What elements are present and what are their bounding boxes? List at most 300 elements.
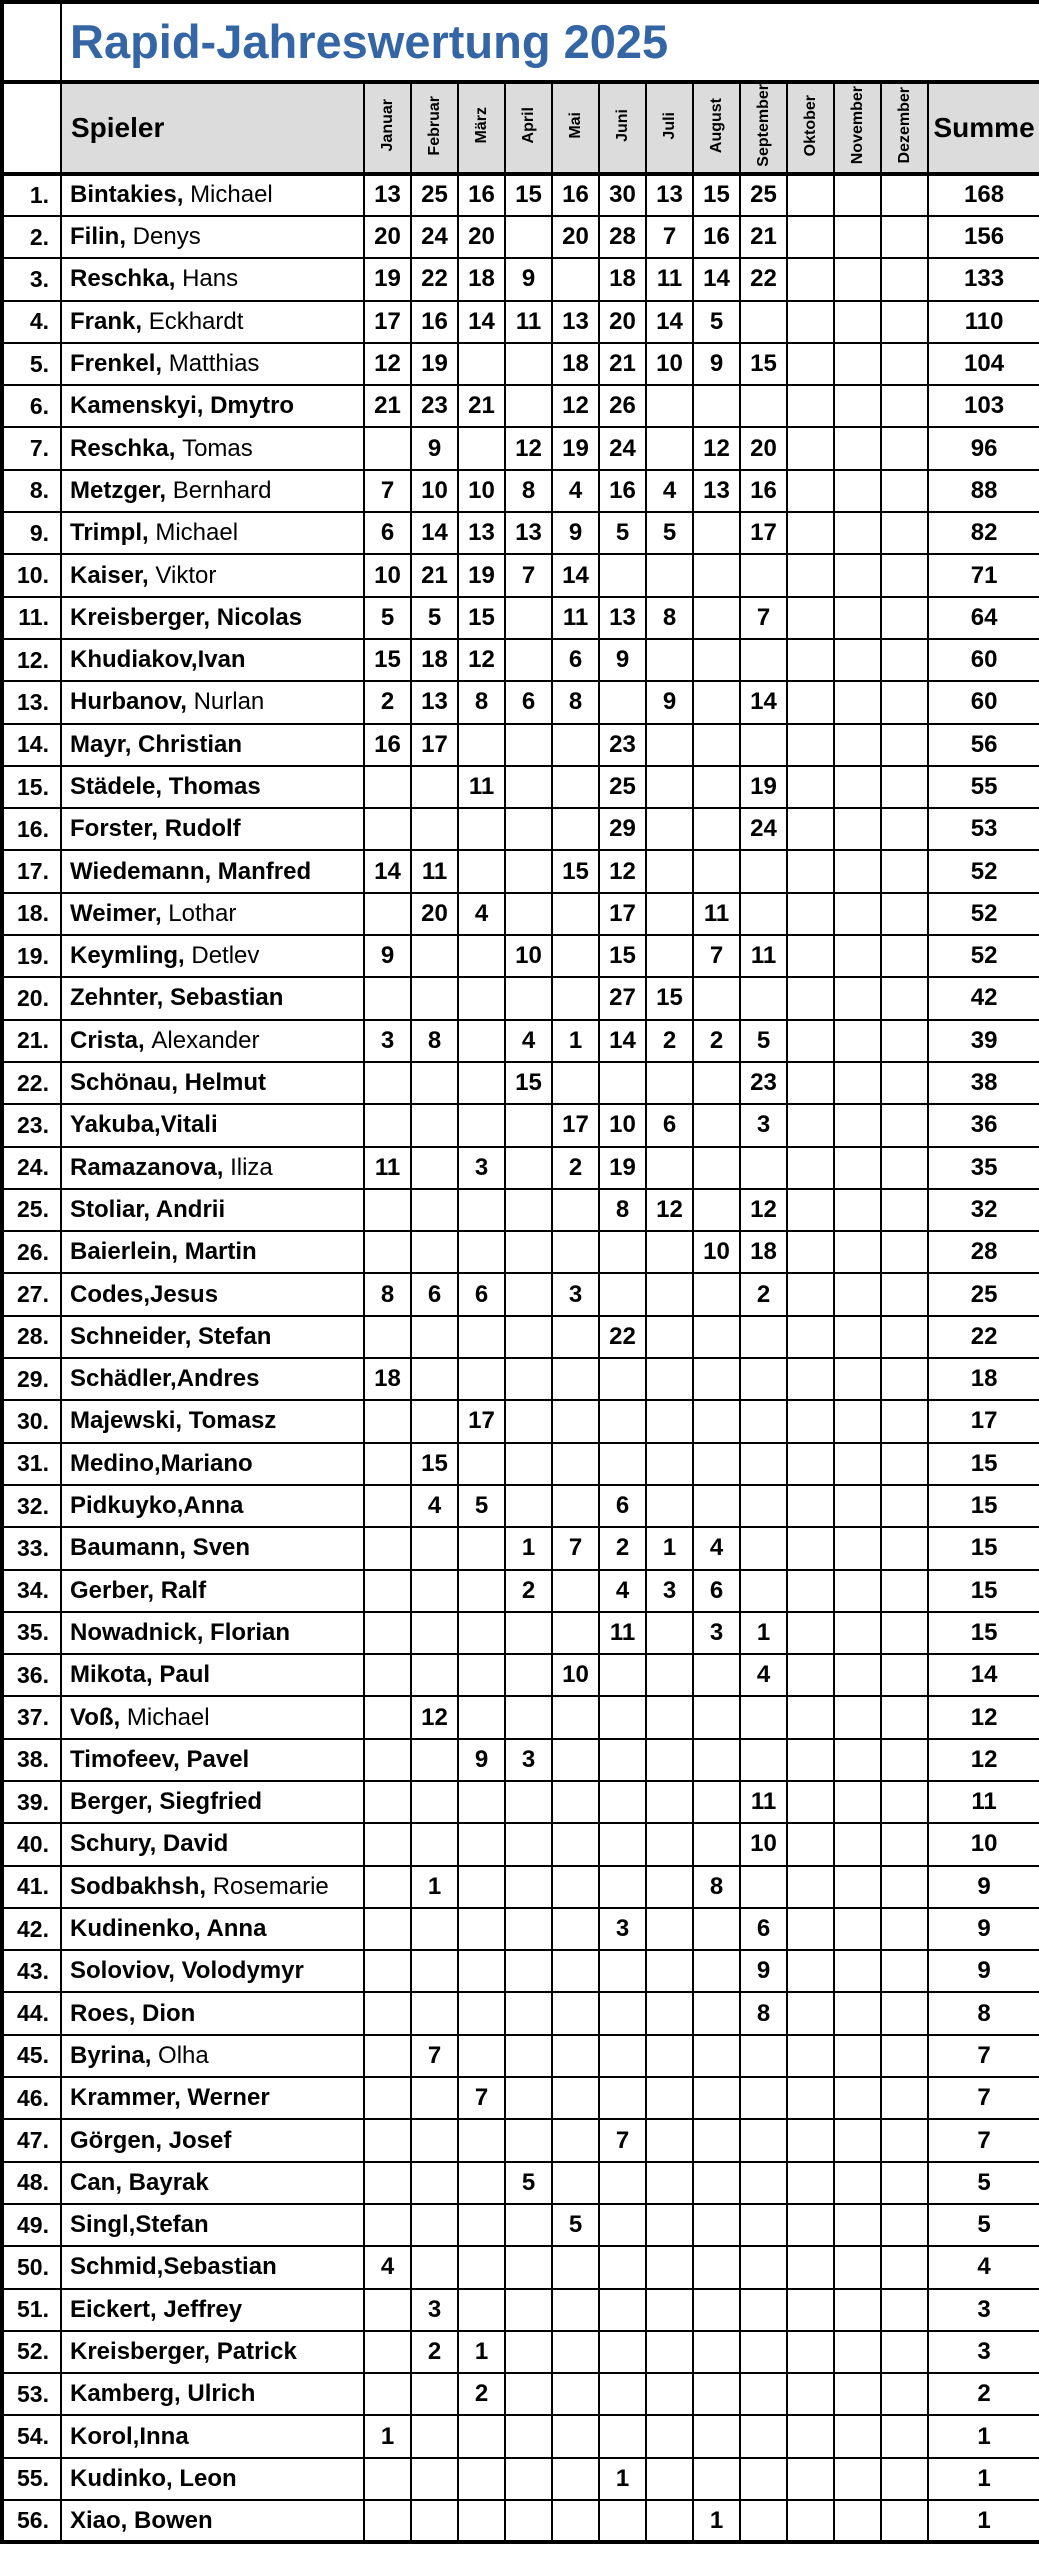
month-score-cell (693, 681, 740, 723)
month-score-cell: 2 (552, 1147, 599, 1189)
month-score-cell (787, 1400, 834, 1442)
month-score-cell (740, 2162, 787, 2204)
month-score-cell (834, 1908, 881, 1950)
sum-cell: 55 (928, 766, 1039, 808)
month-score-cell (458, 1866, 505, 1908)
month-score-cell (834, 2162, 881, 2204)
month-score-cell: 7 (599, 2119, 646, 2161)
month-score-cell (505, 1823, 552, 1865)
player-last-name: Berger, Siegfried (70, 1788, 263, 1816)
month-score-cell (646, 808, 693, 850)
month-score-cell (458, 1020, 505, 1062)
month-score-cell: 13 (364, 174, 411, 216)
month-score-cell (505, 1485, 552, 1527)
month-score-cell: 3 (552, 1273, 599, 1315)
month-score-cell (411, 1739, 458, 1781)
table-row (2, 1147, 1039, 1189)
rank-cell: 39. (2, 1781, 61, 1823)
month-score-cell (505, 1316, 552, 1358)
month-header-cell (787, 82, 834, 174)
month-score-cell (552, 2458, 599, 2500)
month-score-cell: 11 (693, 893, 740, 935)
month-score-cell (364, 2373, 411, 2415)
month-score-cell (505, 2373, 552, 2415)
month-score-cell (505, 1189, 552, 1231)
player-name-cell (61, 2415, 364, 2457)
sum-cell: 1 (928, 2415, 1039, 2457)
sum-cell: 104 (928, 343, 1039, 385)
month-score-cell (834, 1950, 881, 1992)
month-score-cell (646, 2458, 693, 2500)
month-score-cell: 18 (411, 639, 458, 681)
month-header-cell (599, 82, 646, 174)
month-score-cell: 17 (364, 301, 411, 343)
player-name-cell (61, 1273, 364, 1315)
player-name-cell (61, 1950, 364, 1992)
month-score-cell: 20 (458, 216, 505, 258)
rank-cell: 4. (2, 301, 61, 343)
month-score-cell (505, 2289, 552, 2331)
rank-cell: 7. (2, 427, 61, 469)
month-score-cell: 13 (599, 597, 646, 639)
month-score-cell: 19 (458, 554, 505, 596)
rank-cell: 25. (2, 1189, 61, 1231)
rank-cell: 34. (2, 1570, 61, 1612)
month-score-cell (834, 1147, 881, 1189)
month-score-cell (787, 2500, 834, 2542)
month-score-cell: 18 (740, 1231, 787, 1273)
month-score-cell (787, 1358, 834, 1400)
month-score-cell (881, 1104, 928, 1146)
month-score-cell (552, 2415, 599, 2457)
ranking-rows (2, 174, 1039, 2543)
month-score-cell (693, 1358, 740, 1400)
sum-cell: 156 (928, 216, 1039, 258)
month-score-cell (646, 2246, 693, 2288)
month-score-cell (646, 1696, 693, 1738)
month-score-cell (693, 1104, 740, 1146)
month-score-cell (834, 1485, 881, 1527)
month-score-cell (834, 174, 881, 216)
month-score-cell: 8 (740, 1992, 787, 2034)
month-score-cell: 5 (411, 597, 458, 639)
month-score-cell (881, 1443, 928, 1485)
month-score-cell (740, 724, 787, 766)
month-score-cell (834, 1400, 881, 1442)
rank-cell: 53. (2, 2373, 61, 2415)
month-score-cell: 8 (693, 1866, 740, 1908)
month-score-cell (552, 2331, 599, 2373)
table-row (2, 1358, 1039, 1400)
month-score-cell (740, 2331, 787, 2373)
rank-cell: 35. (2, 1612, 61, 1654)
player-last-name: Khudiakov,Ivan (70, 646, 246, 674)
month-score-cell (552, 2077, 599, 2119)
month-score-cell (646, 850, 693, 892)
month-score-cell (505, 1231, 552, 1273)
month-score-cell (693, 1781, 740, 1823)
month-score-cell (787, 766, 834, 808)
month-score-cell (599, 2035, 646, 2077)
month-score-cell (364, 893, 411, 935)
sum-cell: 56 (928, 724, 1039, 766)
month-score-cell (881, 2204, 928, 2246)
month-score-cell: 20 (552, 216, 599, 258)
month-score-cell (740, 1485, 787, 1527)
month-score-cell (364, 1527, 411, 1569)
month-score-cell (505, 2415, 552, 2457)
month-score-cell (411, 2500, 458, 2542)
month-score-cell (505, 2331, 552, 2373)
month-score-cell (834, 427, 881, 469)
month-score-cell (505, 850, 552, 892)
month-score-cell: 11 (505, 301, 552, 343)
sum-cell: 96 (928, 427, 1039, 469)
table-row (2, 2331, 1039, 2373)
month-score-cell: 15 (505, 174, 552, 216)
month-score-cell (646, 1908, 693, 1950)
rank-cell: 3. (2, 258, 61, 300)
month-score-cell: 21 (599, 343, 646, 385)
month-score-cell (787, 850, 834, 892)
month-score-cell (411, 2077, 458, 2119)
month-score-cell: 20 (599, 301, 646, 343)
month-score-cell (787, 893, 834, 935)
month-score-cell (881, 512, 928, 554)
rank-cell: 37. (2, 1696, 61, 1738)
table-row (2, 935, 1039, 977)
player-last-name: Codes,Jesus (70, 1280, 219, 1308)
player-name-cell (61, 597, 364, 639)
month-score-cell (411, 935, 458, 977)
month-score-cell (881, 1400, 928, 1442)
month-score-cell: 25 (599, 766, 646, 808)
player-last-name: Krammer, Werner (70, 2084, 270, 2112)
month-score-cell (599, 1866, 646, 1908)
player-name-cell (61, 216, 364, 258)
month-score-cell (834, 1020, 881, 1062)
table-row (2, 1231, 1039, 1273)
player-name-cell (61, 935, 364, 977)
month-score-cell (411, 1316, 458, 1358)
month-score-cell (364, 1443, 411, 1485)
month-score-cell (646, 1443, 693, 1485)
month-score-cell (599, 1273, 646, 1315)
month-score-cell (787, 724, 834, 766)
month-score-cell (411, 1358, 458, 1400)
month-score-cell: 22 (411, 258, 458, 300)
month-score-cell: 13 (458, 512, 505, 554)
month-score-cell (693, 808, 740, 850)
month-score-cell (364, 1612, 411, 1654)
month-score-cell (834, 597, 881, 639)
month-header-cell (364, 82, 411, 174)
sum-cell: 17 (928, 1400, 1039, 1442)
month-score-cell (552, 1696, 599, 1738)
month-score-cell (881, 1189, 928, 1231)
month-score-cell (458, 2162, 505, 2204)
month-score-cell (458, 2246, 505, 2288)
month-score-cell (834, 1443, 881, 1485)
month-score-cell (646, 2077, 693, 2119)
rank-cell: 48. (2, 2162, 61, 2204)
month-score-cell (693, 1908, 740, 1950)
month-score-cell: 15 (411, 1443, 458, 1485)
month-score-cell (505, 977, 552, 1019)
month-score-cell (411, 1062, 458, 1104)
month-score-cell (552, 808, 599, 850)
month-score-cell (740, 1358, 787, 1400)
month-score-cell (458, 2204, 505, 2246)
player-name-cell (61, 1358, 364, 1400)
player-last-name: Kreisberger, Patrick (70, 2337, 297, 2365)
player-first-name: Michael (190, 181, 273, 209)
month-score-cell (740, 2077, 787, 2119)
player-last-name: Eickert, Jeffrey (70, 2295, 243, 2323)
month-score-cell: 5 (740, 1020, 787, 1062)
rank-cell: 9. (2, 512, 61, 554)
month-score-cell (505, 216, 552, 258)
table-row (2, 681, 1039, 723)
month-score-cell: 15 (505, 1062, 552, 1104)
rank-cell: 24. (2, 1147, 61, 1189)
month-header-cell (693, 82, 740, 174)
month-score-cell (787, 1527, 834, 1569)
month-score-cell (834, 1866, 881, 1908)
month-score-cell (599, 2204, 646, 2246)
month-label: Januar (378, 99, 396, 152)
month-score-cell: 12 (364, 343, 411, 385)
month-score-cell: 4 (458, 893, 505, 935)
month-score-cell (881, 893, 928, 935)
player-last-name: Mayr, Christian (70, 730, 243, 758)
player-last-name: Trimpl, (70, 519, 149, 547)
rank-cell: 30. (2, 1400, 61, 1442)
month-score-cell (646, 2289, 693, 2331)
month-score-cell (599, 1654, 646, 1696)
month-score-cell (787, 1992, 834, 2034)
month-score-cell (834, 470, 881, 512)
month-score-cell (693, 2204, 740, 2246)
month-score-cell (458, 1950, 505, 1992)
sum-cell: 133 (928, 258, 1039, 300)
month-score-cell (364, 2458, 411, 2500)
month-score-cell (834, 2119, 881, 2161)
month-score-cell (458, 1527, 505, 1569)
month-score-cell (881, 2289, 928, 2331)
month-score-cell (693, 1950, 740, 1992)
month-score-cell (787, 2331, 834, 2373)
rank-cell: 6. (2, 385, 61, 427)
rank-cell: 20. (2, 977, 61, 1019)
player-last-name: Forster, Rudolf (70, 815, 241, 843)
month-score-cell (505, 1654, 552, 1696)
player-last-name: Kaiser, (70, 561, 149, 589)
player-last-name: Wiedemann, Manfred (70, 857, 312, 885)
month-score-cell (881, 258, 928, 300)
month-score-cell (787, 2035, 834, 2077)
month-score-cell (505, 1781, 552, 1823)
sum-cell: 42 (928, 977, 1039, 1019)
player-last-name: Nowadnick, Florian (70, 1618, 291, 1646)
player-first-name: Lothar (168, 899, 237, 927)
month-score-cell (693, 2373, 740, 2415)
month-score-cell (646, 1147, 693, 1189)
month-score-cell (552, 1400, 599, 1442)
player-first-name: Michael (155, 519, 239, 547)
rank-cell: 23. (2, 1104, 61, 1146)
month-score-cell (834, 1739, 881, 1781)
month-score-cell (364, 1908, 411, 1950)
player-name-cell (61, 808, 364, 850)
player-last-name: Korol,Inna (70, 2422, 189, 2450)
month-score-cell (646, 2204, 693, 2246)
month-score-cell (881, 2458, 928, 2500)
month-score-cell: 16 (740, 470, 787, 512)
player-name-cell (61, 174, 364, 216)
month-score-cell (740, 301, 787, 343)
month-header-cell (458, 82, 505, 174)
player-name-cell (61, 681, 364, 723)
player-last-name: Gerber, Ralf (70, 1576, 207, 1604)
month-score-cell (552, 1823, 599, 1865)
month-score-cell: 3 (364, 1020, 411, 1062)
player-last-name: Schönau, Helmut (70, 1069, 267, 1097)
month-score-cell (693, 1147, 740, 1189)
month-score-cell (505, 1612, 552, 1654)
month-score-cell (599, 1781, 646, 1823)
month-score-cell (646, 639, 693, 681)
column-header-row (2, 82, 1039, 174)
month-score-cell (646, 1866, 693, 1908)
month-score-cell (411, 1231, 458, 1273)
player-last-name: Filin, (70, 223, 126, 251)
table-row (2, 1908, 1039, 1950)
month-score-cell (693, 512, 740, 554)
month-score-cell (693, 2246, 740, 2288)
player-first-name: Tomas (182, 434, 253, 462)
month-score-cell (599, 2289, 646, 2331)
month-score-cell: 14 (458, 301, 505, 343)
player-last-name: Timofeev, Pavel (70, 1745, 250, 1773)
month-score-cell (693, 2119, 740, 2161)
month-score-cell (364, 2500, 411, 2542)
sum-cell: 52 (928, 893, 1039, 935)
month-score-cell (364, 2035, 411, 2077)
player-first-name: Denys (132, 223, 201, 251)
player-name-cell (61, 1739, 364, 1781)
month-score-cell: 23 (411, 385, 458, 427)
player-name-cell (61, 554, 364, 596)
month-score-cell (834, 2458, 881, 2500)
month-score-cell (693, 2077, 740, 2119)
month-score-cell: 20 (364, 216, 411, 258)
month-score-cell (552, 2246, 599, 2288)
sum-cell: 52 (928, 850, 1039, 892)
player-first-name: Matthias (168, 350, 260, 378)
month-score-cell (646, 2415, 693, 2457)
rank-cell: 56. (2, 2500, 61, 2542)
table-row (2, 1992, 1039, 2034)
sum-cell: 82 (928, 512, 1039, 554)
month-score-cell (411, 1950, 458, 1992)
month-score-cell (552, 2289, 599, 2331)
player-last-name: Soloviov, Volodymyr (70, 1957, 304, 1985)
month-score-cell: 5 (646, 512, 693, 554)
rank-cell: 41. (2, 1866, 61, 1908)
month-score-cell: 17 (740, 512, 787, 554)
player-name-cell (61, 1104, 364, 1146)
month-score-cell (740, 2458, 787, 2500)
month-score-cell (740, 2289, 787, 2331)
month-score-cell: 16 (364, 724, 411, 766)
table-row (2, 2373, 1039, 2415)
sum-cell: 9 (928, 1866, 1039, 1908)
rank-cell: 16. (2, 808, 61, 850)
month-score-cell (505, 1992, 552, 2034)
player-name-cell (61, 1316, 364, 1358)
player-name-cell (61, 2246, 364, 2288)
month-score-cell: 2 (364, 681, 411, 723)
player-last-name: Mikota, Paul (70, 1661, 211, 1689)
month-score-cell (787, 1866, 834, 1908)
table-row (2, 1866, 1039, 1908)
month-score-cell: 5 (693, 301, 740, 343)
month-score-cell (787, 1950, 834, 1992)
month-score-cell (693, 2289, 740, 2331)
month-score-cell (881, 977, 928, 1019)
month-score-cell: 15 (364, 639, 411, 681)
month-score-cell (505, 1866, 552, 1908)
month-score-cell: 10 (458, 470, 505, 512)
month-score-cell: 12 (599, 850, 646, 892)
sum-cell: 3 (928, 2289, 1039, 2331)
month-score-cell: 12 (740, 1189, 787, 1231)
month-score-cell (834, 2246, 881, 2288)
month-score-cell: 14 (552, 554, 599, 596)
table-row (2, 427, 1039, 469)
month-score-cell (787, 1739, 834, 1781)
month-score-cell (740, 554, 787, 596)
page-title: Rapid-Jahreswertung 2025 (70, 15, 669, 69)
month-score-cell (834, 977, 881, 1019)
sum-cell: 60 (928, 639, 1039, 681)
player-last-name: Kudinenko, Anna (70, 1915, 267, 1943)
sum-cell: 5 (928, 2162, 1039, 2204)
rank-cell: 51. (2, 2289, 61, 2331)
month-score-cell (740, 893, 787, 935)
month-score-cell: 1 (552, 1020, 599, 1062)
month-score-cell: 12 (505, 427, 552, 469)
month-score-cell: 6 (411, 1273, 458, 1315)
player-name-cell (61, 1527, 364, 1569)
player-last-name: Roes, Dion (70, 1999, 196, 2027)
month-score-cell (693, 2035, 740, 2077)
month-score-cell (646, 1316, 693, 1358)
month-score-cell (646, 2500, 693, 2542)
month-score-cell (364, 2077, 411, 2119)
month-score-cell (364, 1485, 411, 1527)
month-score-cell (458, 2415, 505, 2457)
month-score-cell: 7 (364, 470, 411, 512)
table-row (2, 2077, 1039, 2119)
month-score-cell (411, 2373, 458, 2415)
month-score-cell: 8 (552, 681, 599, 723)
month-score-cell: 16 (599, 470, 646, 512)
month-score-cell (740, 1443, 787, 1485)
month-score-cell (834, 1231, 881, 1273)
rank-cell: 32. (2, 1485, 61, 1527)
